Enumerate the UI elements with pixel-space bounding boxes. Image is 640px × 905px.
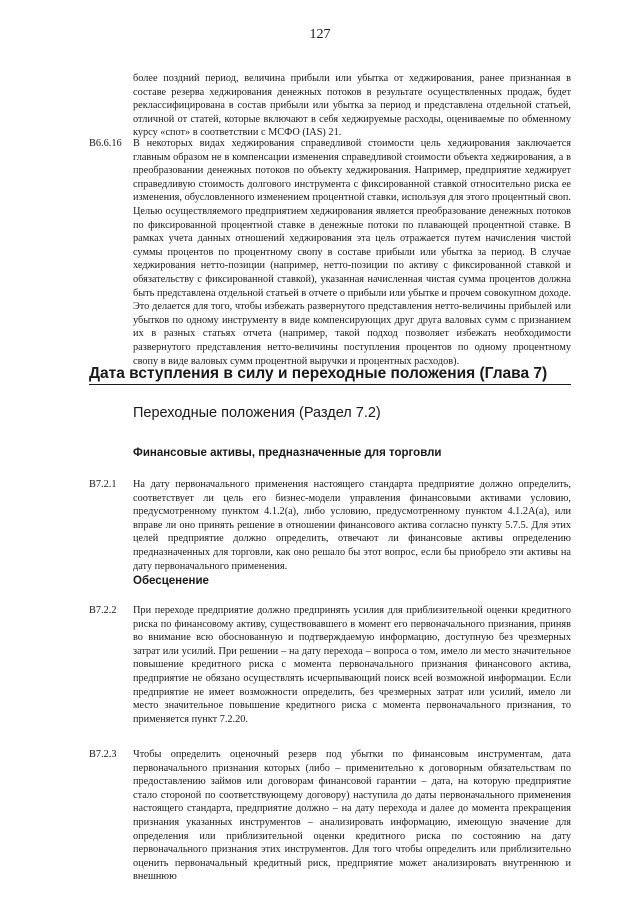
paragraph-number-b721: B7.2.1 xyxy=(89,479,117,490)
paragraph-number-b722: B7.2.2 xyxy=(89,605,117,616)
page-number: 127 xyxy=(309,27,331,42)
paragraph-b721: На дату первоначального применения настоящего стандарта предприятие должно определить, соответствует ли цель его бизнес-модели управления финансовыми активами условию, предусмотренному пунктом 4.1.2(a), либо условию, предусмотренному пунктом 4.1.2A(a), или вправе ли оно принять решение в отношении финансового актива согласно пункту 5.7.5. Для этих целей предприятие должно определить, отвечают ли финансовые активы определению предназначенных для торговли, как оно решало бы этот вопрос, если бы приобрело эти активы на дату первоначального применения. xyxy=(133,479,571,572)
top-paragraph: более поздний период, величина прибыли или убытка от хеджирования, ранее признанная в составе резерва хеджирования денежных потоков в результате осуществленных продаж, будет реклассифицирована в состав прибыли или убытка за период и представлена отдельной статьей, отличной от статей, которые включают в себя хеджируемые расходы, оцениваемые по обменному курсу «спот» в соответствии с МСФО (IAS) 21. xyxy=(133,73,571,139)
paragraph-number-b723: B7.2.3 xyxy=(89,749,117,760)
paragraph-b6616: В некоторых видах хеджирования справедливой стоимости цель хеджирования заключается главным образом не в компенсации изменения справедливой стоимости объекта хеджирования, а в преобразовании денежных потоков по объекту хеджирования. Например, предприятие хеджирует справедливую стоимость долгового инструмента с фиксированной ставкой относительно риска ее изменения, обусловленного изменением процентной ставки, используя для этого процентный своп. Целью осуществляемого предприятием хеджирования является преобразование денежных потоков по фиксированной процентной ставке в денежные потоки по плавающей процентной ставке. В рамках учета данных отношений хеджирования эта цель отражается путем начисления чистой суммы процентов по процентному свопу в составе прибыли или убытка за период. В случае хеджирования нетто-позиции (например, нетто-позиции по активу с фиксированной ставкой и обязательству с фиксированной ставкой), указанная начисленная чистая сумма процентов должна быть представлена отдельной статьей в отчете о прибыли или убытке и прочем совокупном доходе. Это делается для того, чтобы избежать развернутого представления нетто-величины прибылей или убытков по одному инструменту в виде компенсирующих друг друга валовых сумм с признанием их в разных статьях отчета (например, такой подход позволяет избежать необходимости развернутого представления нетто-величины поступления процентов по одному процентному свопу в виде валовых сумм процентной выручки и процентных расходов). xyxy=(133,138,571,367)
heading-chapter-rule xyxy=(89,384,571,385)
paragraph-b722: При переходе предприятие должно предпринять усилия для приблизительной оценки кредитного риска по финансовому активу, существовавшего в момент его первоначального признания, приняв во внимание всю обоснованную и подтверждаемую информацию, доступную без чрезмерных затрат или усилий. При решении – на дату перехода – вопроса о том, имело ли место значительное повышение кредитного риска с момента первоначального признания финансового актива, предприятие не обязано осуществлять исчерпывающий поиск всей возможной информации. Если предприятие не имеет возможности определить, без чрезмерных затрат или усилий, имело ли место значительное повышение кредитного риска с момента первоначального признания, то применяется пункт 7.2.20. xyxy=(133,605,571,725)
paragraph-number-b6616: B6.6.16 xyxy=(89,138,122,149)
heading-impairment: Обесценение xyxy=(133,575,209,587)
paragraph-b723: Чтобы определить оценочный резерв под убытки по финансовым инструментам, дата первоначального признания которых (либо – применительно к договорным обязательствам по предоставлению займов или договорам финансовой гарантии – дата, на которую предприятие стало стороной по соответствующему договору) наступила до даты первоначального применения настоящего стандарта, предприятие должно – на дату перехода и далее до момента прекращения признания указанных инструментов – анализировать информацию, имеющую значение для определения или приблизительной оценки кредитного риска по состоянию на дату первоначального признания этих инструментов. Для того чтобы определить или приблизительно оценить первоначальный кредитный риск, предприятие может анализировать внутреннюю и внешнюю xyxy=(133,749,571,883)
heading-chapter: Дата вступления в силу и переходные положения (Глава 7) xyxy=(89,365,548,382)
heading-section: Переходные положения (Раздел 7.2) xyxy=(133,405,381,421)
heading-trading: Финансовые активы, предназначенные для торговли xyxy=(133,447,442,459)
